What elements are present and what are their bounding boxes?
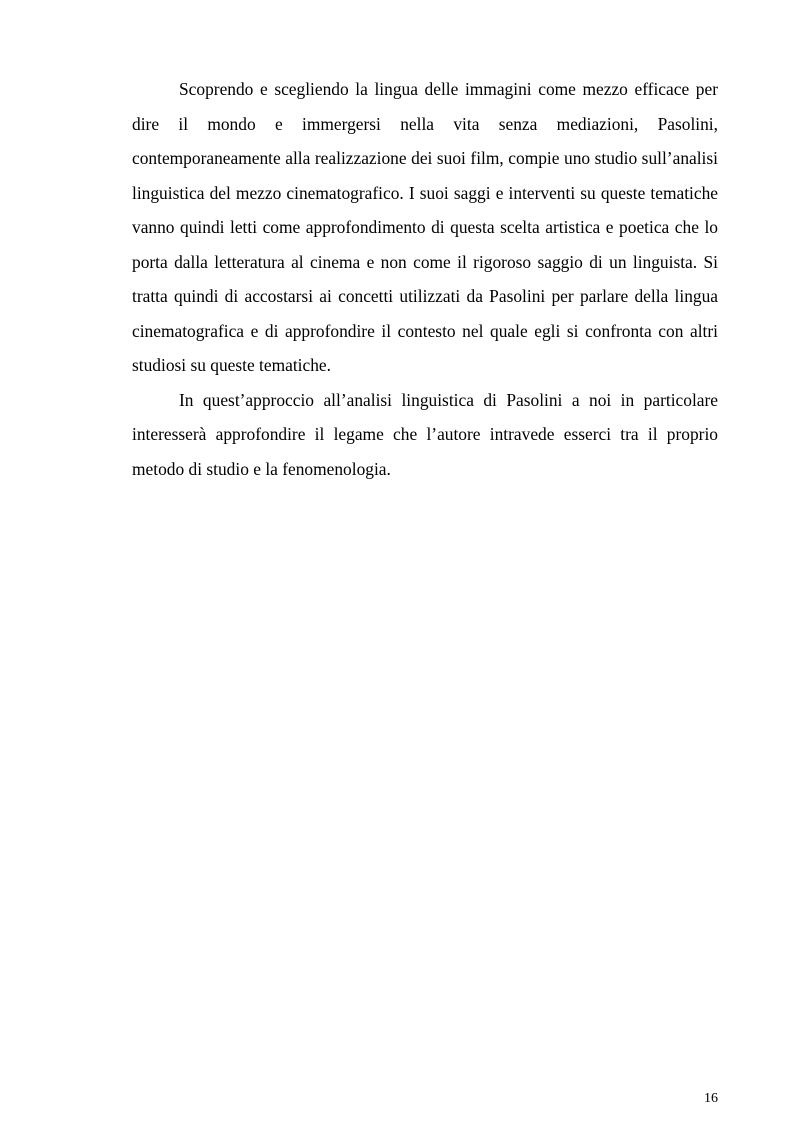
page-number: 16	[704, 1091, 718, 1106]
body-text	[132, 72, 718, 486]
paragraph: Scoprendo e scegliendo la lingua delle immagini come mezzo efficace per dire il mondo e immergersi nella vita senza mediazioni, Pasolini, contemporaneamente alla realizzazione dei suoi film, compie uno studio sull’analisi linguistica del mezzo cinematografico. I suoi saggi e interventi su queste tematiche vanno quindi letti come approfondimento di questa scelta artistica e poetica che lo porta dalla letteratura al cinema e non come il rigoroso saggio di un linguista. Si tratta quindi di accostarsi ai concetti utilizzati da Pasolini per parlare della lingua cinematografica e di approfondire il contesto nel quale egli si confronta con altri studiosi su queste tematiche.	[132, 79, 718, 375]
paragraph: In quest’approccio all’analisi linguistica di Pasolini a noi in particolare interesserà approfondire il legame che l’autore intravede esserci tra il proprio metodo di studio e la fenomenologia.	[132, 389, 718, 479]
